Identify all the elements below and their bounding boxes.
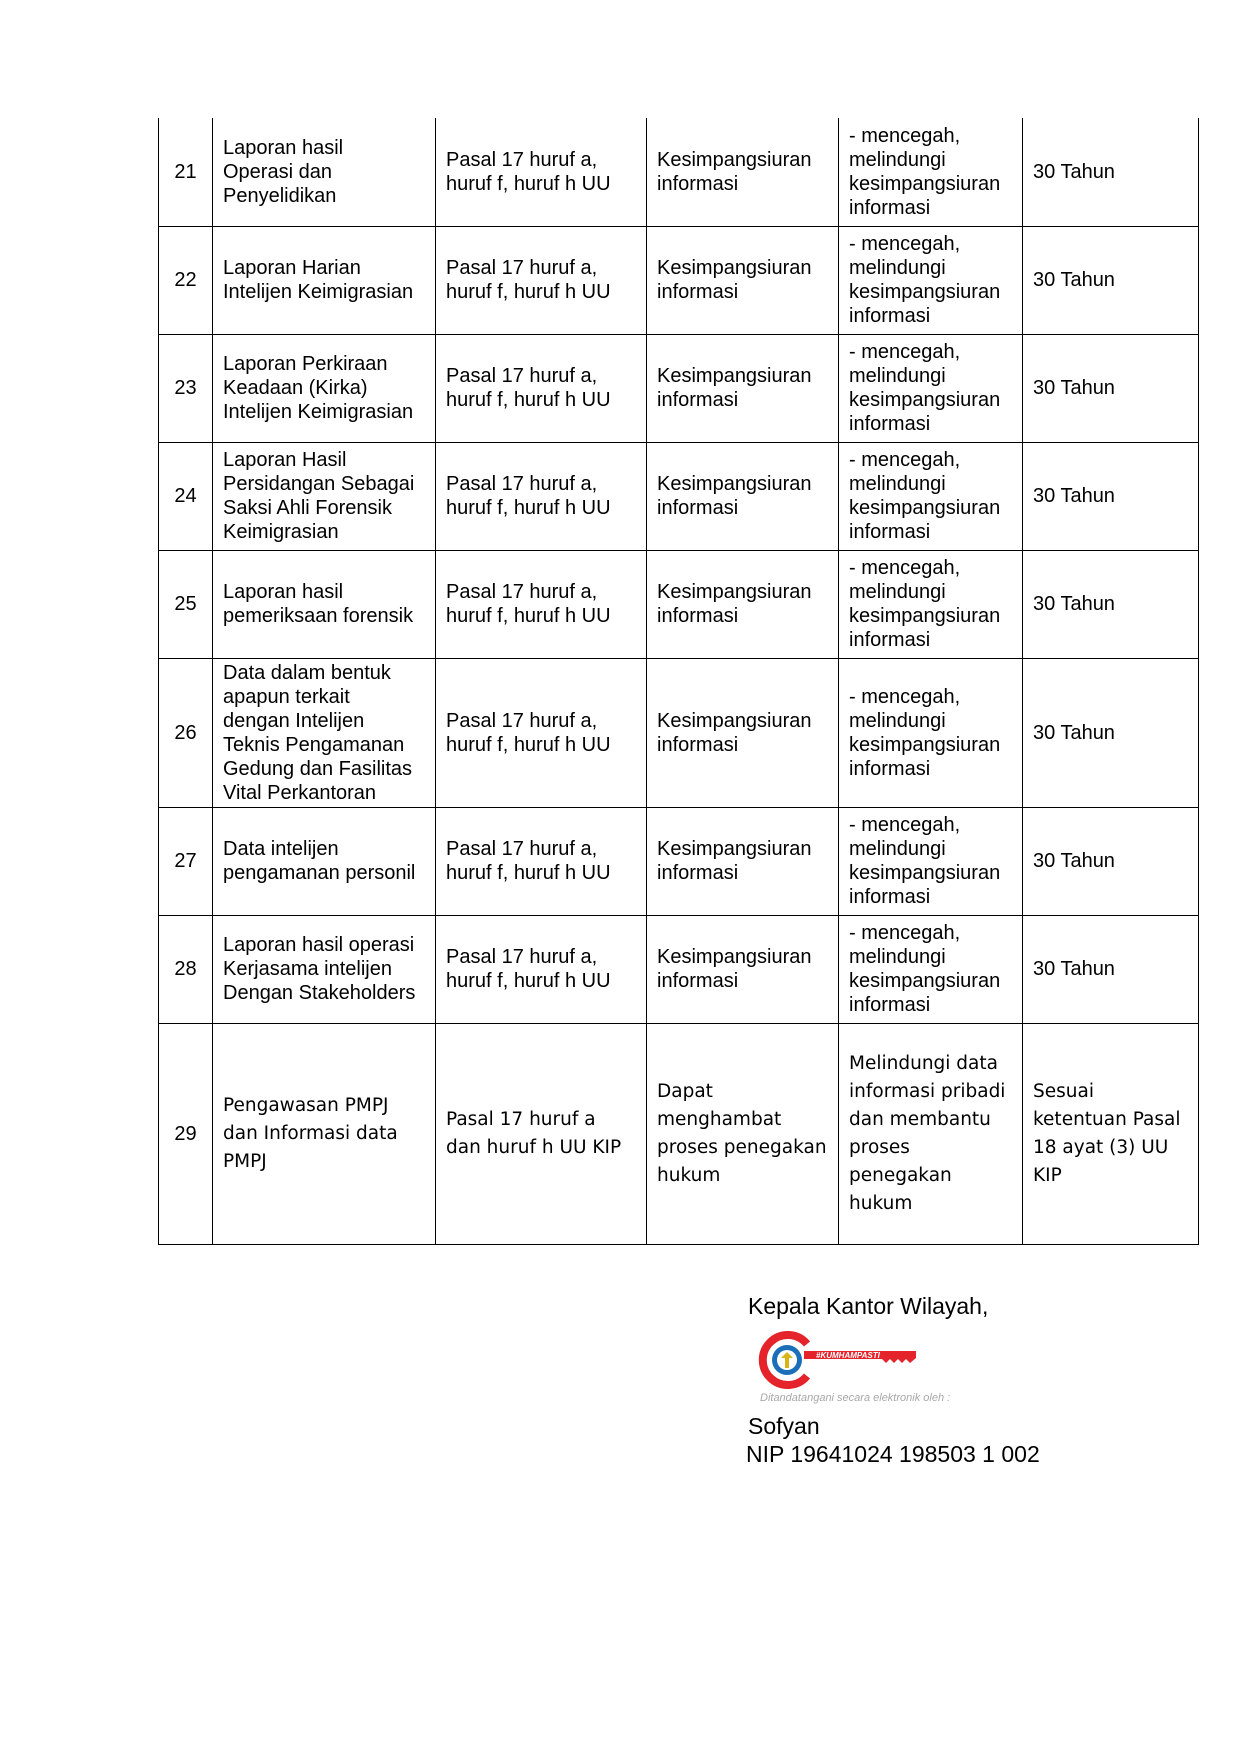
row-number: 21 <box>159 118 213 226</box>
cell-line: melindungi <box>849 473 946 495</box>
cell-line: informasi <box>849 629 931 651</box>
cell-line: proses <box>849 1136 910 1158</box>
cell-line: Pasal 17 huruf a, <box>446 148 598 171</box>
cell-consequence <box>647 1023 839 1244</box>
cell-line: kesimpangsiuran <box>849 733 1001 756</box>
row-number: 22 <box>159 226 213 334</box>
cell-period <box>1023 658 1199 807</box>
cell-period <box>1023 334 1199 442</box>
cell-purpose <box>839 915 1023 1023</box>
row-number: 25 <box>159 550 213 658</box>
table-row <box>159 226 1199 334</box>
cell-line: Persidangan Sebagai <box>223 473 415 495</box>
cell-line: Pasal 17 huruf a <box>446 1108 596 1130</box>
cell-purpose <box>839 658 1023 807</box>
cell-purpose <box>839 118 1023 226</box>
document-table <box>158 118 1199 1245</box>
kumham-pasti-logo <box>756 1330 926 1390</box>
cell-line: - mencegah, <box>849 814 961 836</box>
cell-period <box>1023 1023 1199 1244</box>
row-number: 24 <box>159 442 213 550</box>
cell-line: Sesuai <box>1033 1080 1094 1102</box>
cell-line: kesimpangsiuran <box>849 281 1001 303</box>
cell-line: Operasi dan <box>223 160 332 183</box>
cell-line: kesimpangsiuran <box>849 862 1001 884</box>
cell-line: Data intelijen <box>223 838 339 860</box>
cell-line: 18 ayat (3) UU <box>1033 1136 1169 1158</box>
cell-document <box>213 442 436 550</box>
cell-period <box>1023 807 1199 915</box>
cell-line: Laporan Harian <box>223 257 361 279</box>
cell-line: huruf f, huruf h UU <box>446 605 611 627</box>
logo-text: #KUMHAMPASTI <box>816 1351 880 1360</box>
row-number: 23 <box>159 334 213 442</box>
cell-line: - mencegah, <box>849 124 961 147</box>
cell-purpose <box>839 1023 1023 1244</box>
table-row <box>159 334 1199 442</box>
cell-line: informasi <box>657 605 739 627</box>
cell-line: informasi <box>657 281 739 303</box>
cell-line: informasi pribadi <box>849 1080 1006 1102</box>
cell-basis <box>436 442 647 550</box>
cell-line: Kesimpangsiuran <box>657 581 812 603</box>
cell-line: melindungi <box>849 148 946 171</box>
cell-line: dan huruf h UU KIP <box>446 1136 622 1158</box>
cell-line: Pasal 17 huruf a, <box>446 581 598 603</box>
cell-line: 30 Tahun <box>1033 160 1115 183</box>
signatory-nip: NIP 19641024 198503 1 002 <box>746 1441 1040 1467</box>
cell-line: kesimpangsiuran <box>849 970 1001 992</box>
cell-line: informasi <box>849 196 931 219</box>
cell-purpose <box>839 550 1023 658</box>
cell-line: pengamanan personil <box>223 862 416 884</box>
electronic-signature-note: Ditandatangani secara elektronik oleh : <box>760 1392 951 1404</box>
cell-line: melindungi <box>849 365 946 387</box>
cell-line: ketentuan Pasal <box>1033 1108 1181 1130</box>
cell-line: - mencegah, <box>849 557 961 579</box>
cell-purpose <box>839 807 1023 915</box>
cell-line: huruf f, huruf h UU <box>446 497 611 519</box>
row-number: 29 <box>159 1023 213 1244</box>
cell-line: Kesimpangsiuran <box>657 838 812 860</box>
cell-line: 30 Tahun <box>1033 377 1115 399</box>
cell-line: Pasal 17 huruf a, <box>446 838 598 860</box>
cell-line: kesimpangsiuran <box>849 172 1001 195</box>
cell-line: kesimpangsiuran <box>849 389 1001 411</box>
cell-line: Data dalam bentuk <box>223 661 391 684</box>
cell-consequence <box>647 226 839 334</box>
cell-line: informasi <box>657 497 739 519</box>
cell-line: 30 Tahun <box>1033 850 1115 872</box>
cell-line: kesimpangsiuran <box>849 605 1001 627</box>
cell-basis <box>436 550 647 658</box>
cell-line: Kesimpangsiuran <box>657 709 812 732</box>
cell-line: Kesimpangsiuran <box>657 148 812 171</box>
cell-purpose <box>839 334 1023 442</box>
cell-line: Pasal 17 huruf a, <box>446 946 598 968</box>
cell-basis <box>436 334 647 442</box>
cell-line: huruf f, huruf h UU <box>446 172 611 195</box>
cell-line: informasi <box>849 413 931 435</box>
cell-document <box>213 118 436 226</box>
cell-line: huruf f, huruf h UU <box>446 733 611 756</box>
table-row <box>159 658 1199 807</box>
cell-line: hukum <box>657 1164 721 1186</box>
cell-line: Kesimpangsiuran <box>657 365 812 387</box>
cell-line: Pasal 17 huruf a, <box>446 709 598 732</box>
cell-line: - mencegah, <box>849 685 961 708</box>
cell-line: informasi <box>657 389 739 411</box>
row-number: 26 <box>159 658 213 807</box>
cell-line: Pasal 17 huruf a, <box>446 473 598 495</box>
cell-line: Vital Perkantoran <box>223 781 377 804</box>
cell-line: informasi <box>849 994 931 1016</box>
cell-basis <box>436 658 647 807</box>
cell-line: Teknis Pengamanan <box>223 733 405 756</box>
table-row <box>159 915 1199 1023</box>
cell-line: huruf f, huruf h UU <box>446 970 611 992</box>
cell-line: KIP <box>1033 1164 1062 1186</box>
table-row <box>159 1023 1199 1244</box>
cell-line: Kesimpangsiuran <box>657 473 812 495</box>
cell-basis <box>436 807 647 915</box>
cell-line: proses penegakan <box>657 1136 827 1158</box>
cell-line: Kesimpangsiuran <box>657 946 812 968</box>
cell-line: Saksi Ahli Forensik <box>223 497 392 519</box>
cell-line: 30 Tahun <box>1033 721 1115 744</box>
cell-line: Laporan Perkiraan <box>223 353 388 375</box>
cell-line: melindungi <box>849 257 946 279</box>
cell-line: Keimigrasian <box>223 521 339 543</box>
cell-period <box>1023 226 1199 334</box>
cell-line: informasi <box>657 862 739 884</box>
table-row <box>159 550 1199 658</box>
cell-line: Intelijen Keimigrasian <box>223 281 414 303</box>
cell-line: menghambat <box>657 1108 782 1130</box>
cell-document <box>213 334 436 442</box>
cell-purpose <box>839 442 1023 550</box>
cell-line: informasi <box>657 970 739 992</box>
cell-consequence <box>647 658 839 807</box>
cell-line: Pasal 17 huruf a, <box>446 257 598 279</box>
cell-line: Kerjasama intelijen <box>223 958 392 980</box>
cell-line: informasi <box>849 521 931 543</box>
cell-line: - mencegah, <box>849 341 961 363</box>
cell-line: melindungi <box>849 838 946 860</box>
cell-document <box>213 550 436 658</box>
cell-line: Pasal 17 huruf a, <box>446 365 598 387</box>
cell-line: penegakan <box>849 1164 952 1186</box>
table-row <box>159 442 1199 550</box>
table-body <box>159 118 1199 1244</box>
cell-line: Dengan Stakeholders <box>223 982 416 1004</box>
cell-line: informasi <box>849 757 931 780</box>
cell-document <box>213 658 436 807</box>
cell-document <box>213 1023 436 1244</box>
cell-period <box>1023 550 1199 658</box>
cell-line: melindungi <box>849 709 946 732</box>
cell-purpose <box>839 226 1023 334</box>
cell-consequence <box>647 118 839 226</box>
cell-line: informasi <box>657 733 739 756</box>
cell-consequence <box>647 550 839 658</box>
cell-line: informasi <box>849 886 931 908</box>
cell-line: PMPJ <box>223 1150 267 1172</box>
signature-block <box>746 1292 1168 1467</box>
cell-consequence <box>647 807 839 915</box>
cell-line: Laporan hasil operasi <box>223 934 415 956</box>
cell-basis <box>436 1023 647 1244</box>
cell-line: Pengawasan PMPJ <box>223 1094 389 1116</box>
cell-document <box>213 807 436 915</box>
cell-line: Dapat <box>657 1080 713 1102</box>
cell-consequence <box>647 915 839 1023</box>
cell-line: Keadaan (Kirka) <box>223 377 368 399</box>
cell-line: 30 Tahun <box>1033 269 1115 291</box>
cell-line: Intelijen Keimigrasian <box>223 401 414 423</box>
cell-document <box>213 226 436 334</box>
cell-line: 30 Tahun <box>1033 485 1115 507</box>
cell-line: melindungi <box>849 946 946 968</box>
cell-line: Kesimpangsiuran <box>657 257 812 279</box>
signatory-name: Sofyan <box>748 1413 820 1439</box>
cell-period <box>1023 442 1199 550</box>
cell-line: dengan Intelijen <box>223 709 365 732</box>
cell-line: dan membantu <box>849 1108 991 1130</box>
cell-line: pemeriksaan forensik <box>223 605 414 627</box>
cell-line: huruf f, huruf h UU <box>446 281 611 303</box>
table-row <box>159 807 1199 915</box>
cell-line: melindungi <box>849 581 946 603</box>
row-number: 27 <box>159 807 213 915</box>
cell-basis <box>436 118 647 226</box>
row-number: 28 <box>159 915 213 1023</box>
cell-line: Laporan hasil <box>223 581 344 603</box>
cell-line: dan Informasi data <box>223 1122 398 1144</box>
cell-line: Melindungi data <box>849 1052 998 1074</box>
cell-line: Laporan Hasil <box>223 449 347 471</box>
signatory-title: Kepala Kantor Wilayah, <box>748 1293 989 1319</box>
cell-line: Laporan hasil <box>223 136 344 159</box>
cell-line: Penyelidikan <box>223 184 337 207</box>
cell-line: 30 Tahun <box>1033 958 1115 980</box>
cell-document <box>213 915 436 1023</box>
cell-consequence <box>647 334 839 442</box>
cell-line: 30 Tahun <box>1033 593 1115 615</box>
cell-basis <box>436 915 647 1023</box>
cell-line: - mencegah, <box>849 922 961 944</box>
cell-line: - mencegah, <box>849 449 961 471</box>
cell-line: kesimpangsiuran <box>849 497 1001 519</box>
cell-line: Gedung dan Fasilitas <box>223 757 413 780</box>
cell-line: informasi <box>657 172 739 195</box>
cell-period <box>1023 118 1199 226</box>
cell-line: - mencegah, <box>849 233 961 255</box>
cell-line: informasi <box>849 305 931 327</box>
cell-period <box>1023 915 1199 1023</box>
table-row <box>159 118 1199 226</box>
cell-line: hukum <box>849 1192 913 1214</box>
cell-line: huruf f, huruf h UU <box>446 862 611 884</box>
cell-line: huruf f, huruf h UU <box>446 389 611 411</box>
cell-consequence <box>647 442 839 550</box>
cell-line: apapun terkait <box>223 685 350 708</box>
cell-basis <box>436 226 647 334</box>
